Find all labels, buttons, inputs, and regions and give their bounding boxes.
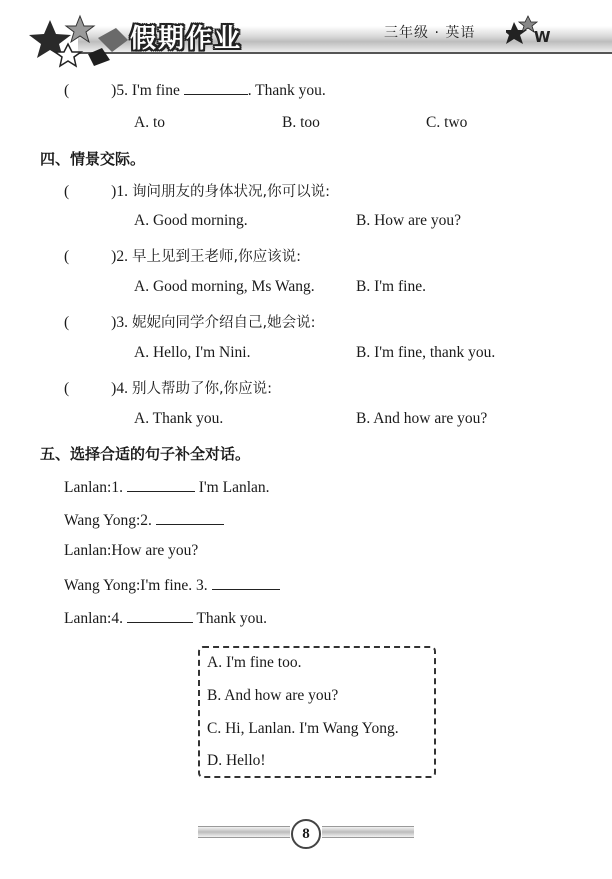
option-b: B. too	[282, 114, 320, 131]
dialogue-text: How are you?	[111, 542, 199, 559]
choice-b: B. I'm fine.	[356, 278, 426, 295]
situation-item-4	[64, 377, 272, 398]
box-option-c: C. Hi, Lanlan. I'm Wang Yong.	[207, 720, 399, 737]
grade-subject-label: 三年级 · 英语	[384, 25, 476, 41]
question-5	[64, 80, 326, 100]
footer-bar-left	[198, 826, 290, 838]
page-header-title: 假期作业	[130, 24, 243, 54]
answer-paren-close: )	[111, 380, 117, 397]
item-number: 3.	[116, 314, 128, 331]
choice-a: A. Good morning, Ms Wang.	[134, 278, 315, 295]
item-prompt: 早上见到王老师,你应该说:	[131, 249, 301, 265]
item-number: 4.	[116, 380, 128, 397]
item-prompt: 妮妮向同学介绍自己,她会说:	[131, 315, 316, 331]
speaker: Lanlan:	[64, 479, 112, 496]
answer-paren-close: )	[111, 82, 117, 99]
dialogue-line-1	[64, 477, 270, 497]
item-prompt: 询问朋友的身体状况,你可以说:	[131, 184, 330, 200]
choice-a: A. Thank you.	[134, 410, 224, 427]
situation-item-3	[64, 311, 315, 332]
item-prompt: 别人帮助了你,你应说:	[131, 381, 272, 397]
option-c: C. two	[426, 114, 468, 131]
section-5-title: 五、选择合适的句子补全对话。	[40, 445, 251, 463]
situation-item-1	[64, 180, 330, 201]
fill-blank	[127, 608, 193, 623]
page-number: 8	[291, 819, 321, 849]
answer-paren-open: (	[64, 183, 70, 200]
answer-paren-close: )	[111, 314, 117, 331]
dialogue-line-2	[64, 510, 224, 530]
fill-blank	[156, 510, 224, 525]
speaker: Wang Yong:	[64, 577, 141, 594]
answer-paren-open: (	[64, 248, 70, 265]
question-5-stem: 5. I'm fine	[116, 82, 180, 99]
item-number: 2.	[116, 248, 128, 265]
choice-b: B. And how are you?	[356, 410, 488, 427]
dialogue-text: 1.	[111, 479, 123, 496]
fill-blank	[127, 477, 195, 492]
choice-b: B. How are you?	[356, 212, 462, 229]
box-option-a: A. I'm fine too.	[207, 654, 302, 671]
choice-a: A. Good morning.	[134, 212, 248, 229]
answer-paren-open: (	[64, 380, 70, 397]
corner-letter: W	[534, 28, 551, 46]
speaker: Lanlan:	[64, 610, 112, 627]
dialogue-text: 2.	[140, 512, 152, 529]
section-4-title: 四、情景交际。	[40, 150, 146, 168]
dialogue-line-5	[64, 608, 267, 628]
box-option-d: D. Hello!	[207, 752, 266, 769]
dialogue-text-end: Thank you.	[196, 610, 268, 627]
star-cluster-icon	[28, 14, 138, 74]
footer-bar-right	[322, 826, 414, 838]
speaker: Wang Yong:	[64, 512, 141, 529]
answer-paren-close: )	[111, 248, 117, 265]
fill-blank	[212, 575, 280, 590]
dialogue-line-3	[64, 542, 198, 560]
option-a: A. to	[134, 114, 165, 131]
speaker: Lanlan:	[64, 542, 112, 559]
question-5-stem-end: . Thank you.	[247, 82, 326, 99]
situation-item-2	[64, 245, 301, 266]
answer-paren-open: (	[64, 314, 70, 331]
dialogue-line-4	[64, 575, 280, 595]
item-number: 1.	[116, 183, 128, 200]
choice-a: A. Hello, I'm Nini.	[134, 344, 251, 361]
answer-paren-close: )	[111, 183, 117, 200]
fill-blank	[184, 80, 248, 95]
dialogue-text-end: I'm Lanlan.	[198, 479, 270, 496]
dialogue-text: 4.	[111, 610, 123, 627]
box-option-b: B. And how are you?	[207, 687, 339, 704]
dialogue-text: I'm fine. 3.	[140, 577, 208, 594]
choice-b: B. I'm fine, thank you.	[356, 344, 496, 361]
options-box	[198, 646, 436, 778]
answer-paren-open: (	[64, 82, 70, 99]
